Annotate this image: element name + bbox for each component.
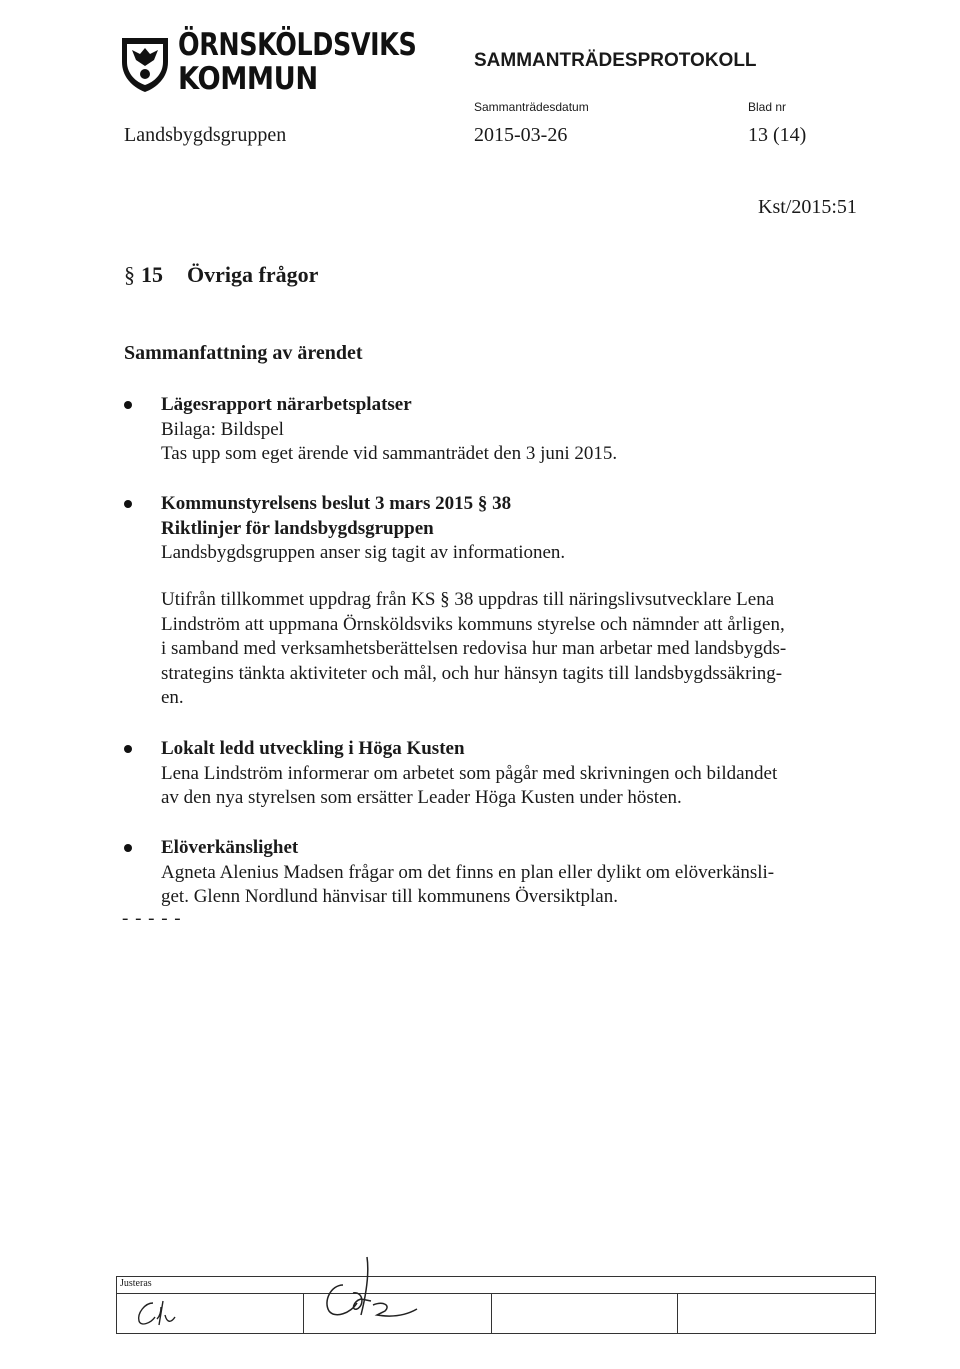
item-line: strategins tänkta aktiviteter och mål, och hur hänsyn tagits till landsbygdssäkring- <box>161 662 783 684</box>
signature-cell-divider <box>303 1293 304 1333</box>
item-line: Landsbygdsgruppen anser sig tagit av informationen. <box>161 542 566 563</box>
item-line: Bilaga: Bildspel <box>161 418 284 440</box>
coat-of-arms-icon <box>118 32 172 94</box>
logo-line-1: ÖRNSKÖLDSVIKS <box>178 27 417 63</box>
logo-line-2: KOMMUN <box>178 61 318 97</box>
reference-number: Kst/2015:51 <box>758 196 857 218</box>
item-line: Lindström att uppmana Örnsköldsviks kommuns styrelse och nämnder att årligen, <box>161 613 785 635</box>
page-label: Blad nr <box>748 100 787 114</box>
signature-cell-divider <box>491 1293 492 1333</box>
meeting-date: 2015-03-26 <box>474 124 568 146</box>
signature-header-row <box>117 1277 875 1294</box>
item-line: get. Glenn Nordlund hänvisar till kommunens Översiktplan. <box>161 886 618 907</box>
bullet-icon <box>124 500 132 508</box>
bullet-icon <box>124 401 132 409</box>
section-symbol: § <box>124 262 135 287</box>
body-name: Landsbygdsgruppen <box>124 124 287 146</box>
summary-heading: Sammanfattning av ärendet <box>124 342 363 364</box>
municipality-logo <box>118 27 417 98</box>
item-line: en. <box>161 687 184 708</box>
item-title: Kommunstyrelsens beslut 3 mars 2015 § 38 <box>161 493 512 514</box>
signature-initials-1 <box>131 1295 191 1331</box>
bullet-icon <box>124 745 132 753</box>
signature-box <box>116 1276 876 1334</box>
justeras-label: Justeras <box>120 1278 152 1289</box>
item-line: Utifrån tillkommet uppdrag från KS § 38 uppdras till näringslivsutvecklare Lena <box>161 589 775 610</box>
section-heading <box>124 262 318 288</box>
signature-cell-divider <box>677 1293 678 1333</box>
item-title: Lokalt ledd utveckling i Höga Kusten <box>161 738 465 759</box>
document-type: SAMMANTRÄDESPROTOKOLL <box>474 50 757 71</box>
page-number: 13 (14) <box>748 124 807 146</box>
item-line: Agneta Alenius Madsen frågar om det finns en plan eller dylikt om elöverkänsli- <box>161 861 775 883</box>
bullet-icon <box>124 844 132 852</box>
item-line: i samband med verksamhetsberättelsen redovisa hur man arbetar med landsbygds- <box>161 638 787 659</box>
end-marker: - - - - - <box>122 908 182 929</box>
section-number: 15 <box>141 262 163 287</box>
signature-initials-2 <box>313 1255 443 1327</box>
item-title: Elöverkänslighet <box>161 837 299 858</box>
item-subtitle: Riktlinjer för landsbygdsgruppen <box>161 517 434 539</box>
date-label: Sammanträdesdatum <box>474 100 589 114</box>
section-title: Övriga frågor <box>187 262 319 287</box>
item-line: av den nya styrelsen som ersätter Leader Höga Kusten under hösten. <box>161 787 682 808</box>
item-title: Lägesrapport närarbetsplatser <box>161 394 412 415</box>
item-line: Lena Lindström informerar om arbetet som pågår med skrivningen och bildandet <box>161 762 778 784</box>
item-line: Tas upp som eget ärende vid sammanträdet den 3 juni 2015. <box>161 443 618 464</box>
